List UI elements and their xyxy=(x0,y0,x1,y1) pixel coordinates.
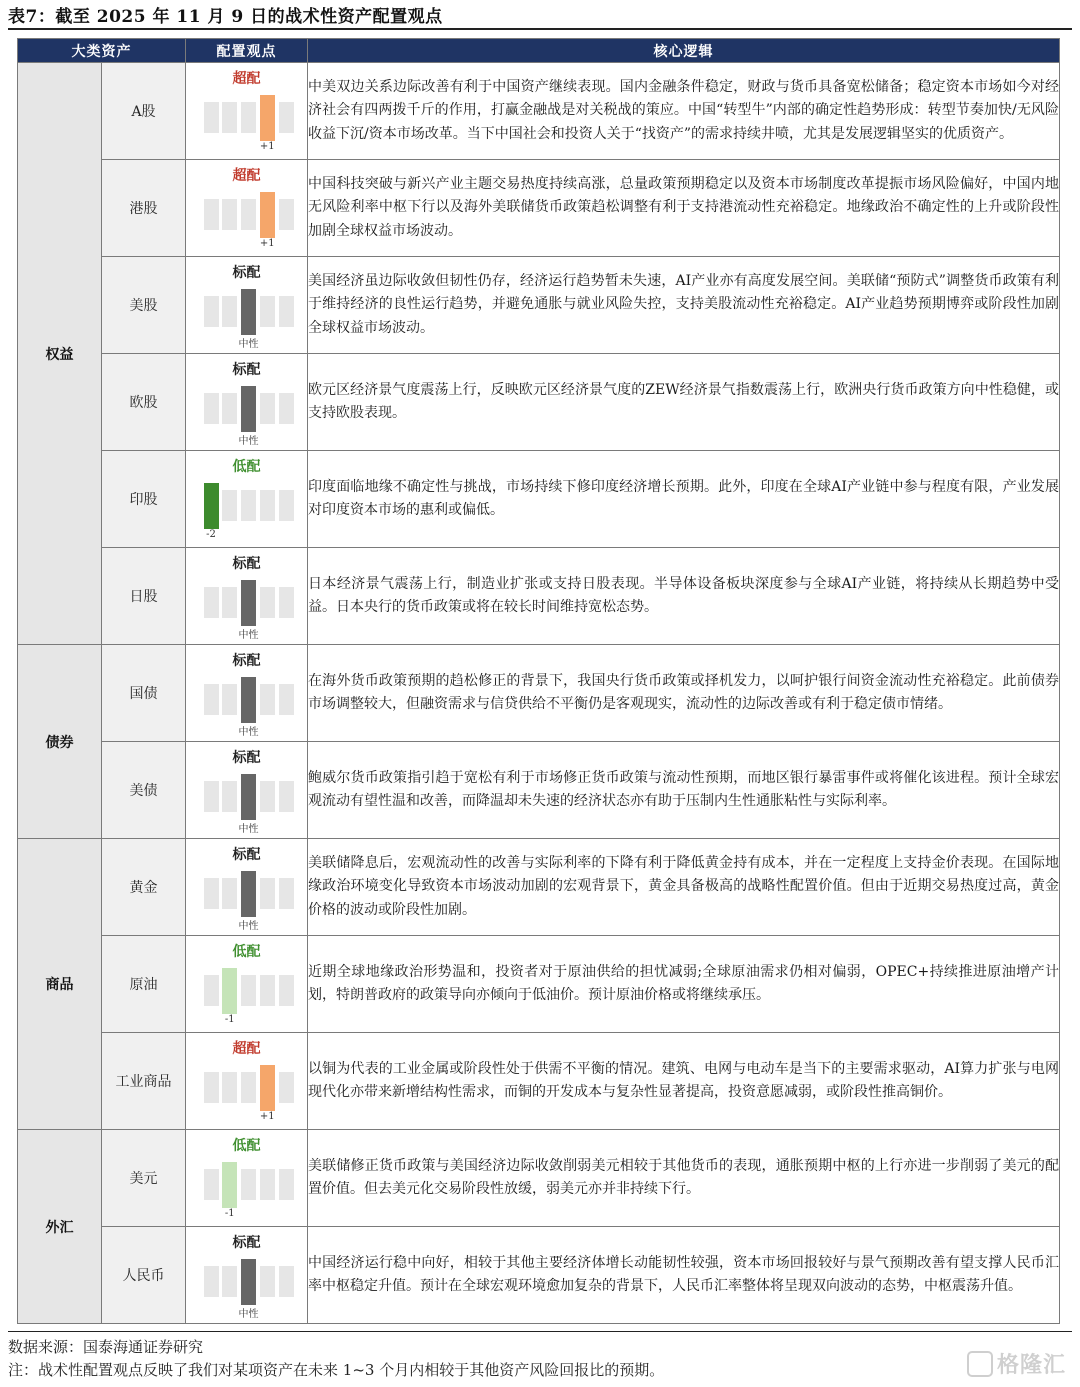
source-note: 数据来源：国泰海通证券研究 xyxy=(8,1338,204,1356)
view-cell xyxy=(186,257,308,354)
table-row xyxy=(18,1227,1060,1324)
asset-name: 黄金 xyxy=(102,839,186,936)
score-bar xyxy=(260,878,275,909)
table-row xyxy=(18,257,1060,354)
score-bar xyxy=(241,102,256,133)
score-bar xyxy=(260,393,275,424)
score-label: 中性 xyxy=(238,727,259,738)
score-bar xyxy=(279,781,294,812)
view-indicator xyxy=(187,354,307,450)
view-label: 标配 xyxy=(232,750,261,766)
score-bar xyxy=(204,684,219,715)
score-bar xyxy=(279,490,294,521)
table-row xyxy=(18,936,1060,1033)
view-indicator xyxy=(187,1130,307,1226)
logic-text: 在海外货币政策预期的趋松修正的背景下，我国央行货币政策或择机发力，以呵护银行间资金流动性充裕稳定。此前债券市场调整较大，但融资需求与信贷供给不平衡仍是客观现实，流动性的边际改善或有利于稳定债市情绪。 xyxy=(308,645,1060,742)
view-cell xyxy=(186,742,308,839)
score-bar xyxy=(260,192,275,238)
score-bar xyxy=(260,95,275,141)
score-label: +1 xyxy=(259,238,275,249)
score-bar xyxy=(279,587,294,618)
view-indicator xyxy=(187,451,307,547)
view-label: 低配 xyxy=(232,459,261,475)
score-bar xyxy=(241,1072,256,1103)
view-indicator xyxy=(187,160,307,256)
score-bar xyxy=(279,684,294,715)
score-bar xyxy=(222,878,237,909)
score-bars xyxy=(204,289,294,335)
table-row xyxy=(18,645,1060,742)
score-bar xyxy=(222,296,237,327)
asset-name: 港股 xyxy=(102,160,186,257)
score-label: 中性 xyxy=(238,630,259,641)
score-bar xyxy=(222,102,237,133)
score-bar xyxy=(279,1169,294,1200)
score-bar xyxy=(279,1266,294,1297)
score-bar xyxy=(222,1162,237,1208)
view-label: 超配 xyxy=(232,1041,261,1057)
score-bar xyxy=(222,199,237,230)
logic-text: 美联储降息后，宏观流动性的改善与实际利率的下降有利于降低黄金持有成本，并在一定程度上支持金价表现。在国际地缘政治环境变化导致资本市场波动加剧的宏观背景下，黄金具备极高的战略性配置价值。但由于近期交易热度过高，黄金价格的波动或阶段性加剧。 xyxy=(308,839,1060,936)
score-label: -2 xyxy=(206,529,216,540)
score-label: 中性 xyxy=(238,339,259,350)
score-bar xyxy=(204,296,219,327)
score-label: 中性 xyxy=(238,1309,259,1320)
category-bonds: 债券 xyxy=(18,645,102,839)
score-bar xyxy=(241,871,256,917)
score-bars xyxy=(204,1162,294,1208)
table-row xyxy=(18,839,1060,936)
logic-text: 欧元区经济景气度震荡上行，反映欧元区经济景气度的ZEW经济景气指数震荡上行，欧洲央行货币政策方向中性稳健，或支持欧股表现。 xyxy=(308,354,1060,451)
view-indicator xyxy=(187,1227,307,1323)
view-indicator xyxy=(187,839,307,935)
view-cell xyxy=(186,1033,308,1130)
logic-text: 中国经济运行稳中向好，相较于其他主要经济体增长动能韧性较强，资本市场回报较好与景气预期改善有望支撑人民币汇率中枢稳定升值。预计在全球宏观环境愈加复杂的背景下，人民币汇率整体将呈现双向波动的态势，中枢震荡升值。 xyxy=(308,1227,1060,1324)
score-bar xyxy=(279,102,294,133)
score-bar xyxy=(241,774,256,820)
score-bar xyxy=(260,1065,275,1111)
view-label: 低配 xyxy=(232,1138,261,1154)
score-bar xyxy=(260,684,275,715)
score-bar xyxy=(222,1072,237,1103)
score-bar xyxy=(204,781,219,812)
score-bar xyxy=(204,483,219,529)
view-label: 超配 xyxy=(232,168,261,184)
score-bar xyxy=(241,490,256,521)
score-bars xyxy=(204,1259,294,1305)
score-bar xyxy=(260,490,275,521)
asset-name: 日股 xyxy=(102,548,186,645)
table-row xyxy=(18,742,1060,839)
logic-text: 以铜为代表的工业金属或阶段性处于供需不平衡的情况。建筑、电网与电动车是当下的主要需求驱动，AI算力扩张与电网现代化亦带来新增结构性需求，而铜的开发成本与复杂性显著提高，投资意愿减弱，或阶段性推高铜价。 xyxy=(308,1033,1060,1130)
logic-text: 美联储修正货币政策与美国经济边际收敛削弱美元相较于其他货币的表现，通胀预期中枢的上行亦进一步削弱了美元的配置价值。但去美元化交易阶段性放缓，弱美元亦并非持续下行。 xyxy=(308,1130,1060,1227)
score-bars xyxy=(204,677,294,723)
score-bar xyxy=(279,199,294,230)
score-bar xyxy=(279,878,294,909)
view-cell xyxy=(186,63,308,160)
view-indicator xyxy=(187,936,307,1032)
score-bar xyxy=(260,1169,275,1200)
score-bar xyxy=(260,296,275,327)
view-label: 标配 xyxy=(232,653,261,669)
score-bar xyxy=(204,878,219,909)
score-bars xyxy=(204,1065,294,1111)
footnote: 注：战术性配置观点反映了我们对某项资产在未来 1~3 个月内相较于其他资产风险回报比的预期。 xyxy=(8,1361,665,1379)
header-category: 大类资产 xyxy=(18,39,186,63)
score-bar xyxy=(222,587,237,618)
header-view: 配置观点 xyxy=(186,39,308,63)
asset-name: 工业商品 xyxy=(102,1033,186,1130)
category-equity: 权益 xyxy=(18,63,102,645)
score-bars xyxy=(204,580,294,626)
score-bars xyxy=(204,95,294,141)
score-bar xyxy=(222,968,237,1014)
logic-text: 近期全球地缘政治形势温和，投资者对于原油供给的担忧减弱;全球原油需求仍相对偏弱，OPEC+持续推进原油增产计划，特朗普政府的政策导向亦倾向于低油价。预计原油价格或将继续承压。 xyxy=(308,936,1060,1033)
score-bar xyxy=(204,1266,219,1297)
score-label: +1 xyxy=(259,141,275,152)
score-bar xyxy=(204,587,219,618)
score-bar xyxy=(222,684,237,715)
table-row xyxy=(18,451,1060,548)
view-label: 标配 xyxy=(232,1235,261,1251)
logic-text: 中美双边关系边际改善有利于中国资产继续表现。国内金融条件稳定，财政与货币具备宽松储备；稳定资本市场如今对经济社会有四两拨千斤的作用，打赢金融战是对关税战的策应。中国“转型牛”内部的确定性趋势形成：转型节奏加快/无风险收益下沉/资本市场改革。当下中国社会和投资人关于“找资产”的需求持续井喷，尤其是发展逻辑坚实的优质资产。 xyxy=(308,63,1060,160)
view-label: 标配 xyxy=(232,362,261,378)
category-commodities: 商品 xyxy=(18,839,102,1130)
view-cell xyxy=(186,451,308,548)
asset-name: 美元 xyxy=(102,1130,186,1227)
asset-name: 美债 xyxy=(102,742,186,839)
score-bar xyxy=(241,199,256,230)
score-bars xyxy=(204,192,294,238)
score-bar xyxy=(279,1072,294,1103)
score-bar xyxy=(222,393,237,424)
view-indicator xyxy=(187,742,307,838)
asset-name: 美股 xyxy=(102,257,186,354)
header-logic: 核心逻辑 xyxy=(308,39,1060,63)
score-label: 中性 xyxy=(238,824,259,835)
score-bar xyxy=(279,393,294,424)
view-label: 标配 xyxy=(232,265,261,281)
score-bar xyxy=(260,587,275,618)
logic-text: 中国科技突破与新兴产业主题交易热度持续高涨，总量政策预期稳定以及资本市场制度改革提振市场风险偏好，中国内地无风险利率中枢下行以及海外美联储货币政策趋松调整有利于支持港流动性充裕稳定。地缘政治不确定性的上升或阶段性加剧全球权益市场波动。 xyxy=(308,160,1060,257)
watermark-text: 格隆汇 xyxy=(996,1353,1066,1378)
score-label: 中性 xyxy=(238,921,259,932)
view-cell xyxy=(186,548,308,645)
table-row xyxy=(18,548,1060,645)
score-bar xyxy=(204,975,219,1006)
asset-name: A股 xyxy=(102,63,186,160)
view-indicator xyxy=(187,548,307,644)
table-row xyxy=(18,160,1060,257)
score-bars xyxy=(204,386,294,432)
logic-text: 美国经济虽边际收敛但韧性仍存，经济运行趋势暂未失速，AI产业亦有高度发展空间。美联储“预防式”调整货币政策有利于维持经济的良性运行趋势，并避免通胀与就业风险失控，支持美股流动性充裕稳定。AI产业趋势预期博弈或阶段性加剧全球权益市场波动。 xyxy=(308,257,1060,354)
title-rule xyxy=(8,28,1072,30)
score-label: 中性 xyxy=(238,436,259,447)
category-fx: 外汇 xyxy=(18,1130,102,1324)
score-bar xyxy=(204,199,219,230)
score-bar xyxy=(241,580,256,626)
view-indicator xyxy=(187,257,307,353)
asset-name: 原油 xyxy=(102,936,186,1033)
score-bars xyxy=(204,483,294,529)
view-indicator xyxy=(187,63,307,159)
score-bar xyxy=(204,393,219,424)
score-bar xyxy=(204,1169,219,1200)
table-row xyxy=(18,1033,1060,1130)
score-bar xyxy=(260,1266,275,1297)
asset-name: 人民币 xyxy=(102,1227,186,1324)
view-indicator xyxy=(187,645,307,741)
table-row xyxy=(18,354,1060,451)
table-row xyxy=(18,1130,1060,1227)
table-title: 表7：截至 2025 年 11 月 9 日的战术性资产配置观点 xyxy=(8,7,443,27)
view-indicator xyxy=(187,1033,307,1129)
score-bars xyxy=(204,774,294,820)
score-bar xyxy=(204,102,219,133)
view-cell xyxy=(186,1130,308,1227)
score-bar xyxy=(241,1169,256,1200)
table-row xyxy=(18,63,1060,160)
view-cell xyxy=(186,936,308,1033)
score-bar xyxy=(222,781,237,812)
score-bar xyxy=(260,975,275,1006)
allocation-table xyxy=(17,38,1060,1324)
score-bar xyxy=(222,490,237,521)
logic-text: 鲍威尔货币政策指引趋于宽松有利于市场修正货币政策与流动性预期，而地区银行暴雷事件或将催化该进程。预计全球宏观流动有望性温和改善，而降温却未失速的经济状态亦有助于压制内生性通胀粘性与实际利率。 xyxy=(308,742,1060,839)
logic-text: 印度面临地缘不确定性与挑战，市场持续下修印度经济增长预期。此外，印度在全球AI产业链中参与程度有限，产业发展对印度资本市场的惠利或偏低。 xyxy=(308,451,1060,548)
score-bar xyxy=(260,781,275,812)
score-bar xyxy=(241,975,256,1006)
view-cell xyxy=(186,160,308,257)
score-bars xyxy=(204,871,294,917)
footer-rule xyxy=(8,1331,1072,1332)
score-bar xyxy=(241,386,256,432)
asset-name: 国债 xyxy=(102,645,186,742)
score-bar xyxy=(241,289,256,335)
view-label: 低配 xyxy=(232,944,261,960)
score-bar xyxy=(279,296,294,327)
header-row xyxy=(18,39,1060,63)
score-label: -1 xyxy=(224,1208,235,1219)
logic-text: 日本经济景气震荡上行，制造业扩张或支持日股表现。半导体设备板块深度参与全球AI产业链，将持续从长期趋势中受益。日本央行的货币政策或将在较长时间维持宽松态势。 xyxy=(308,548,1060,645)
view-label: 标配 xyxy=(232,847,261,863)
asset-name: 印股 xyxy=(102,451,186,548)
score-bars xyxy=(204,968,294,1014)
score-label: -1 xyxy=(224,1014,235,1025)
score-bar xyxy=(241,677,256,723)
view-cell xyxy=(186,839,308,936)
view-cell xyxy=(186,645,308,742)
watermark-logo xyxy=(967,1348,1066,1379)
view-label: 超配 xyxy=(232,71,261,87)
score-bar xyxy=(222,1266,237,1297)
asset-name: 欧股 xyxy=(102,354,186,451)
watermark-icon xyxy=(967,1351,993,1377)
view-label: 标配 xyxy=(232,556,261,572)
score-bar xyxy=(204,1072,219,1103)
score-bar xyxy=(241,1259,256,1305)
score-bar xyxy=(279,975,294,1006)
view-cell xyxy=(186,1227,308,1324)
view-cell xyxy=(186,354,308,451)
score-label: +1 xyxy=(259,1111,275,1122)
